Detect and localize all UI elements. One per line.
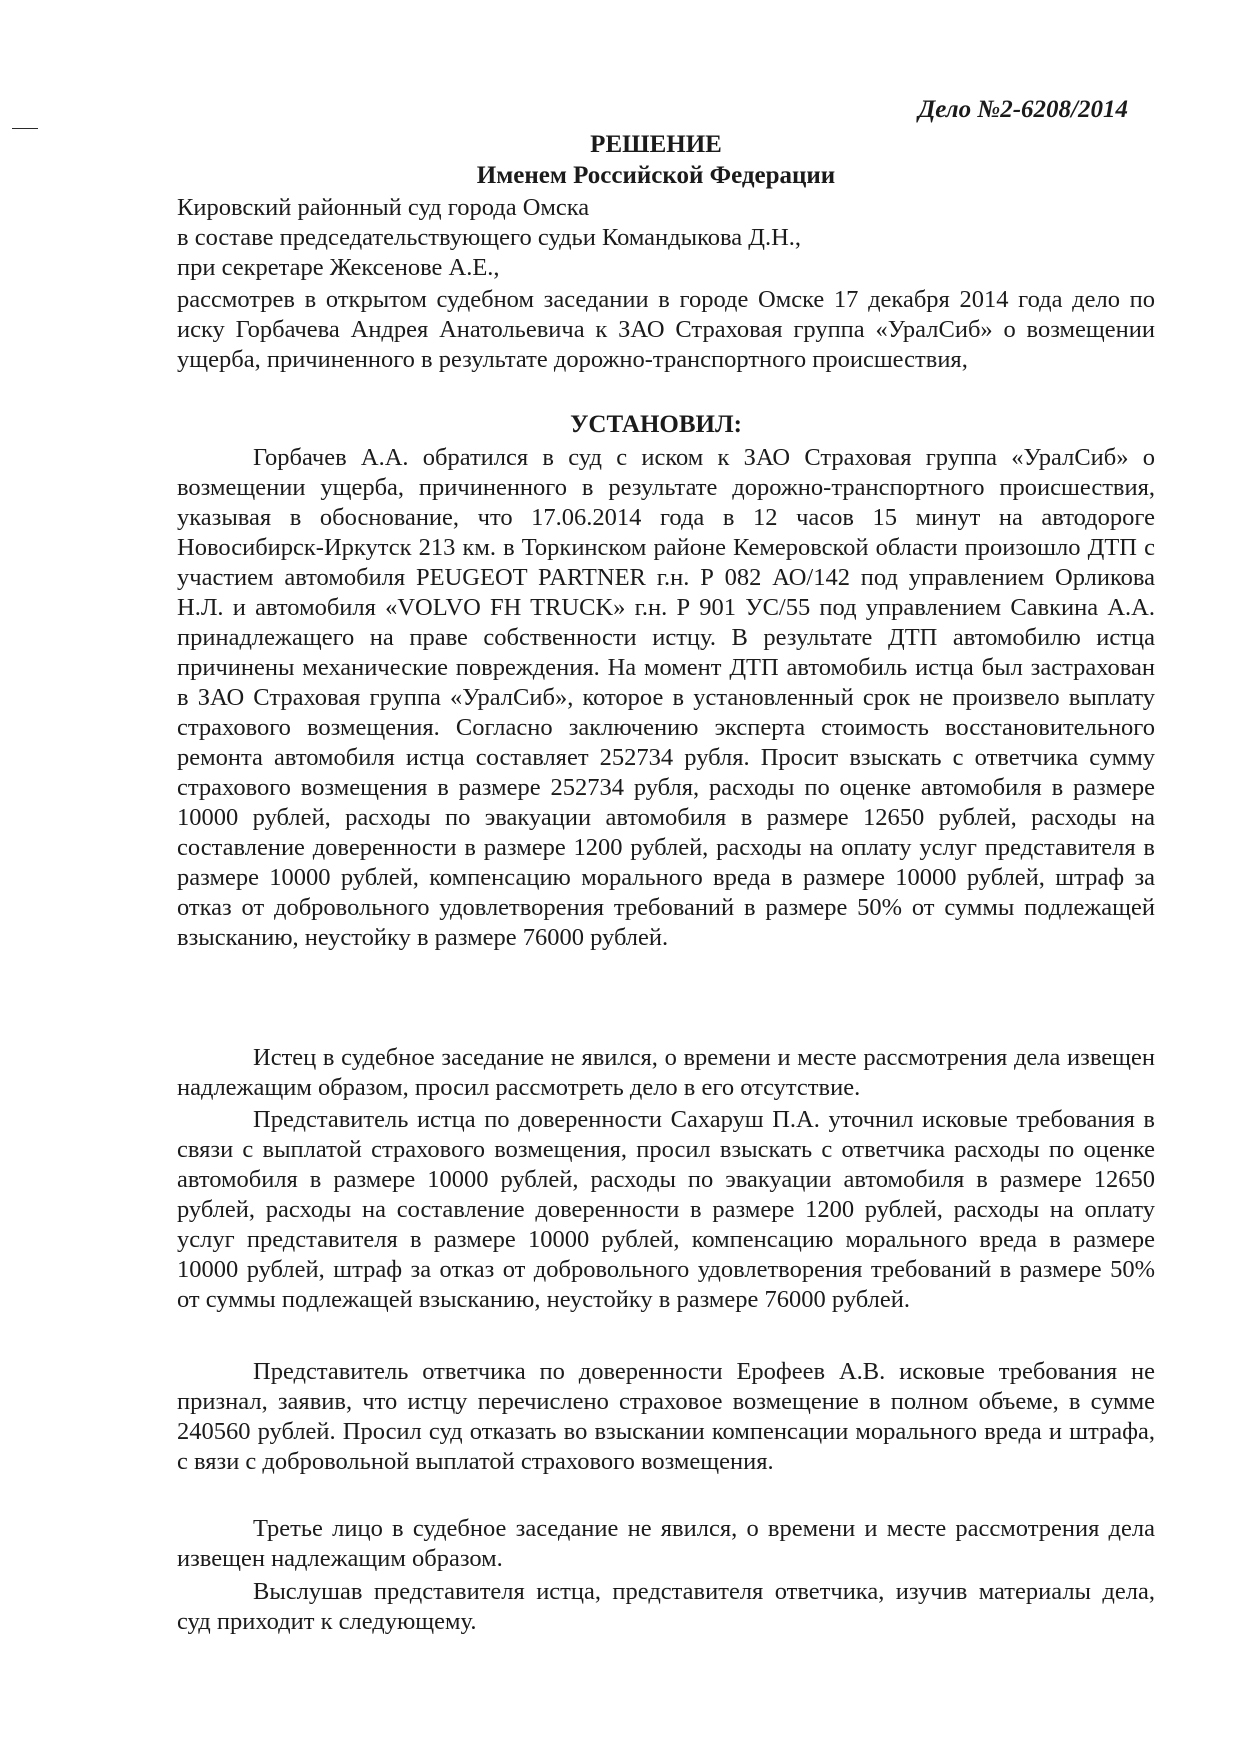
paragraph-defendant-representative: Представитель ответчика по доверенности Ерофеев А.В. исковые требования не признал, заявив, что истцу перечислено страховое возмещение в полном объеме, в сумме 240560 рублей. Просил суд отказать во взыскании компенсации морального вреда и штрафа, с вязи с добровольной выплатой страхового возмещения. — [177, 1358, 1155, 1475]
margin-dash-mark — [12, 128, 38, 129]
court-name: Кировский районный суд города Омска — [177, 194, 590, 221]
paragraph-conclusion: Выслушав представителя истца, представителя ответчика, изучив материалы дела, суд приходит к следующему. — [177, 1578, 1155, 1635]
case-number: Дело №2-6208/2014 — [918, 96, 1128, 123]
paragraph-claim: Горбачев А.А. обратился в суд с иском к ЗАО Страховая группа «УралСиб» о возмещении ущерба, причиненного в результате дорожно-транспортного происшествия, указывая в обоснование, что 17.06.2014 года в 12 часов 15 минут на автодороге Новосибирск-Иркутск 213 км. в Торкинском районе Кемеровской области произошло ДТП с участием автомобиля PEUGEOT PARTNER г.н. Р 082 АО/142 под управлением Орликова Н.Л. и автомобиля «VOLVO FH TRUCK» г.н. Р 901 УС/55 под управлением Савкина А.А. принадлежащего на праве собственности истцу. В результате ДТП автомобилю истца причинены механические повреждения. На момент ДТП автомобиль истца был застрахован в ЗАО Страховая группа «УралСиб», которое в установленный срок не произвело выплату страхового возмещения. Согласно заключению эксперта стоимость восстановительного ремонта автомобиля истца составляет 252734 рубля. Просит взыскать с ответчика сумму страхового возмещения в размере 252734 рубля, расходы по оценке автомобиля в размере 10000 рублей, расходы по эвакуации автомобиля в размере 12650 рублей, расходы на составление доверенности в размере 1200 рублей, расходы на оплату услуг представителя в размере 10000 рублей, компенсацию морального вреда в размере 10000 рублей, штраф за отказ от добровольного удовлетворения требований в размере 50% от суммы подлежащей взысканию, неустойку в размере 76000 рублей. — [177, 444, 1155, 951]
document-subtitle: Именем Российской Федерации — [476, 162, 836, 189]
document-title: РЕШЕНИЕ — [590, 131, 722, 158]
paragraph-plaintiff-absent: Истец в судебное заседание не явился, о времени и месте рассмотрения дела извещен надлежащим образом, просил рассмотреть дело в его отсутствие. — [177, 1044, 1155, 1101]
intro-paragraph: рассмотрев в открытом судебном заседании в городе Омске 17 декабря 2014 года дело по иску Горбачева Андрея Анатольевича к ЗАО Страховая группа «УралСиб» о возмещении ущерба, причиненного в результате дорожно-транспортного происшествия, — [177, 286, 1155, 373]
paragraph-plaintiff-representative: Представитель истца по доверенности Сахаруш П.А. уточнил исковые требования в связи с выплатой страхового возмещения, просил взыскать с ответчика расходы по оценке автомобиля в размере 10000 рублей, расходы по эвакуации автомобиля в размере 12650 рублей, расходы на составление доверенности в размере 1200 рублей, расходы на оплату услуг представителя в размере 10000 рублей, компенсацию морального вреда в размере 10000 рублей, штраф за отказ от добровольного удовлетворения требований в размере 50% от суммы подлежащей взысканию, неустойку в размере 76000 рублей. — [177, 1106, 1155, 1313]
court-composition: в составе председательствующего судьи Командыкова Д.Н., — [177, 224, 802, 251]
court-secretary: при секретаре Жексенове А.Е., — [177, 254, 500, 281]
paragraph-third-party: Третье лицо в судебное заседание не явился, о времени и месте рассмотрения дела извещен надлежащим образом. — [177, 1515, 1155, 1572]
section-heading: УСТАНОВИЛ: — [570, 411, 742, 438]
